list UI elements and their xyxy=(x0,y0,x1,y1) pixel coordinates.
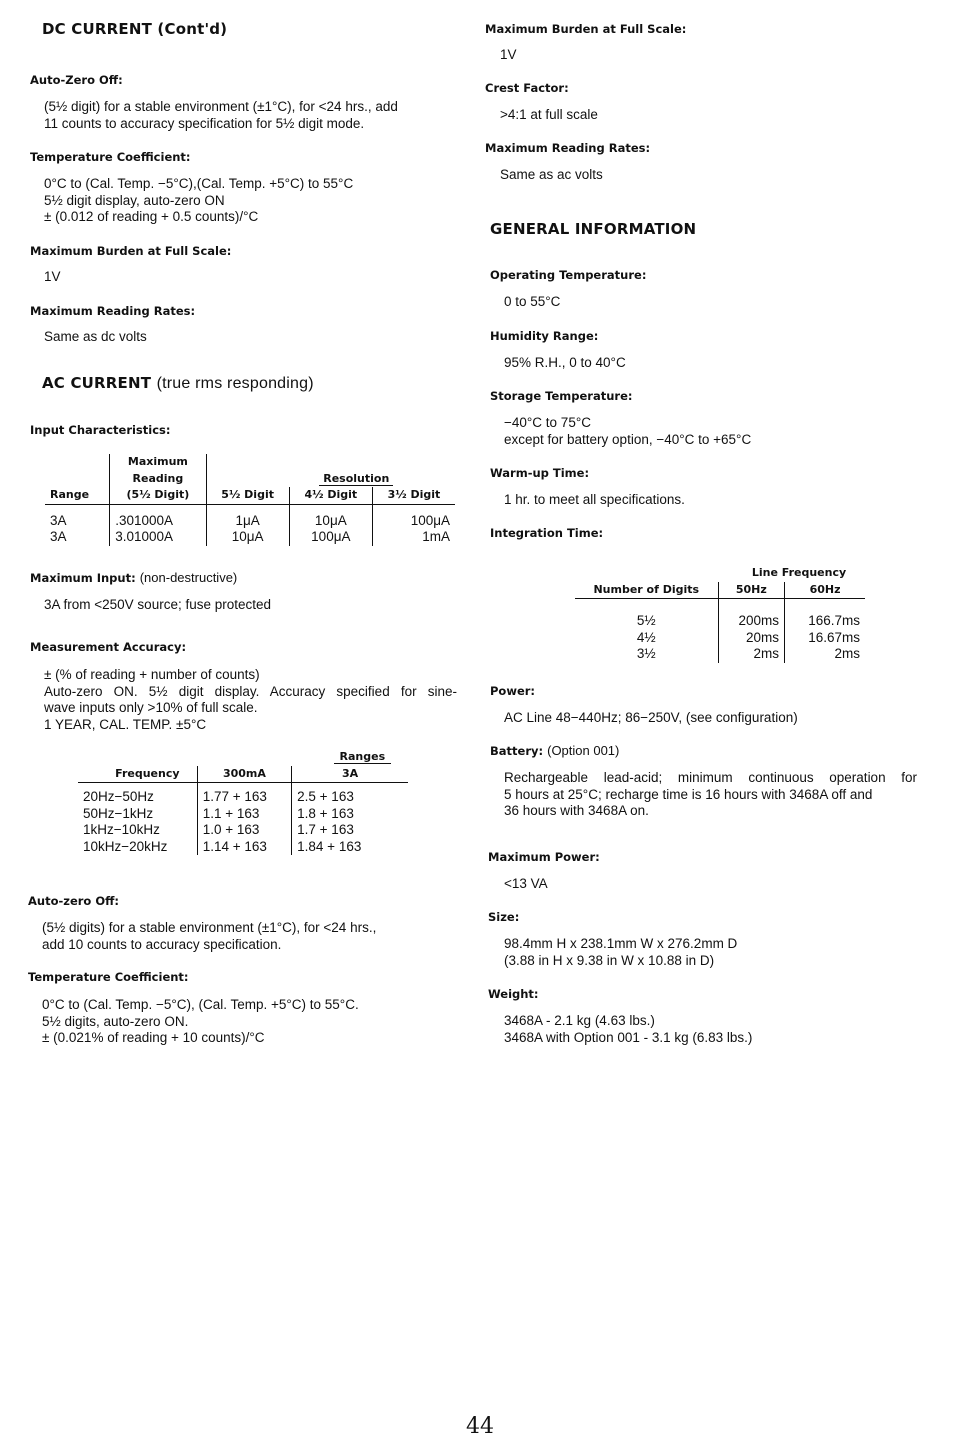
cell: 1.14 + 163 xyxy=(197,839,291,856)
tempco-line: ± (0.012 of reading + 0.5 counts)/°C xyxy=(44,209,259,224)
general-info-heading: GENERAL INFORMATION xyxy=(490,220,697,238)
table-row xyxy=(45,529,455,546)
size-text xyxy=(504,936,737,969)
input-characteristics-label: Input Characteristics: xyxy=(30,423,171,437)
battery-text xyxy=(504,770,917,820)
tempco2-line: 5½ digits, auto-zero ON. xyxy=(42,1013,189,1029)
autozero-line: (5½ digit) for a stable environment (±1°C), for <24 hrs., add xyxy=(44,99,398,114)
th-ranges: Ranges xyxy=(334,750,392,764)
humidity-label: Humidity Range: xyxy=(490,329,599,343)
th-45: 4½ Digit xyxy=(289,487,372,504)
cell: 10kHz−20kHz xyxy=(78,839,197,856)
crest-label: Crest Factor: xyxy=(485,81,569,95)
input-characteristics-table xyxy=(45,454,455,546)
storage-line: −40°C to 75°C xyxy=(504,415,591,430)
battery-line: 36 hours with 3468A on. xyxy=(504,803,649,818)
battery-label xyxy=(490,743,619,758)
cell: 3½ xyxy=(575,646,718,663)
battery-line: Rechargeable lead-acid; minimum continuous operation for xyxy=(504,770,917,785)
ac-current-title: AC CURRENT xyxy=(42,374,152,392)
table-row xyxy=(575,630,865,647)
tempco-text xyxy=(44,176,353,226)
cell: 100μA xyxy=(410,512,450,528)
cell: 3A xyxy=(45,513,110,530)
tempco2-line: 0°C to (Cal. Temp. −5°C), (Cal. Temp. +5°C) to 55°C. xyxy=(42,997,359,1012)
max-input-note: (non-destructive) xyxy=(139,570,238,585)
weight-line: 3468A - 2.1 kg (4.63 lbs.) xyxy=(504,1013,655,1028)
th-60hz: 60Hz xyxy=(809,582,841,596)
burden-label: Maximum Burden at Full Scale: xyxy=(30,244,232,258)
cell: 5½ xyxy=(575,613,718,630)
th-max-1: Maximum xyxy=(110,454,206,471)
accuracy-text xyxy=(44,667,457,733)
ac-current-subtitle: (true rms responding) xyxy=(156,375,314,392)
table-row xyxy=(78,822,408,839)
size-line: 98.4mm H x 238.1mm W x 276.2mm D xyxy=(504,936,738,951)
table-row xyxy=(78,806,408,823)
th-50hz: 50Hz xyxy=(718,582,785,599)
tempco-line: 0°C to (Cal. Temp. −5°C),(Cal. Temp. +5°C) to 55°C xyxy=(44,176,354,191)
cell: 2ms xyxy=(834,646,860,661)
humidity-value: 95% R.H., 0 to 40°C xyxy=(504,355,626,370)
accuracy-line: wave inputs only >10% of full scale. xyxy=(44,700,258,715)
cell: 2.5 + 163 xyxy=(297,789,354,804)
weight-text xyxy=(504,1013,752,1046)
autozero-off-label: Auto-zero Off: xyxy=(28,894,120,908)
tempco-line: 5½ digit display, auto-zero ON xyxy=(44,192,225,208)
cell: 1.84 + 163 xyxy=(297,838,362,854)
ac-rates-value: Same as ac volts xyxy=(500,167,603,182)
dc-current-heading: DC CURRENT (Cont'd) xyxy=(42,20,228,38)
cell: 1μA xyxy=(206,513,289,530)
th-range: Range xyxy=(45,487,110,504)
burden-value: 1V xyxy=(44,269,61,284)
op-temp-label: Operating Temperature: xyxy=(490,268,647,282)
cell: 1.1 + 163 xyxy=(197,806,291,823)
battery-title: Battery: xyxy=(490,744,544,758)
cell: 2ms xyxy=(718,646,785,663)
cell: 20Hz−50Hz xyxy=(78,789,197,806)
cell: 16.67ms xyxy=(808,629,860,645)
autozero-off-line: (5½ digits) for a stable environment (±1°C), for <24 hrs., xyxy=(42,920,377,935)
th-digits: Number of Digits xyxy=(575,582,718,599)
autozero-off-text xyxy=(42,920,376,953)
table-row xyxy=(45,513,455,530)
th-resolution: Resolution xyxy=(319,472,393,486)
cell: 100μA xyxy=(289,529,372,546)
size-line: (3.88 in H x 9.38 in W x 10.88 in D) xyxy=(504,952,715,968)
ac-burden-label: Maximum Burden at Full Scale: xyxy=(485,22,687,36)
crest-value: >4:1 at full scale xyxy=(500,107,598,122)
cell: 1.8 + 163 xyxy=(297,805,354,821)
power-value: AC Line 48−440Hz; 86−250V, (see configuration) xyxy=(504,710,798,725)
table-row xyxy=(575,646,865,663)
accuracy-label: Measurement Accuracy: xyxy=(30,640,187,654)
storage-temp-label: Storage Temperature: xyxy=(490,389,633,403)
integration-label: Integration Time: xyxy=(490,526,604,540)
cell: 1.77 + 163 xyxy=(197,789,291,806)
cell: .301000A xyxy=(110,513,206,530)
tempco2-line: ± (0.021% of reading + 10 counts)/°C xyxy=(42,1030,265,1045)
op-temp-value: 0 to 55°C xyxy=(504,294,561,309)
cell: 3.01000A xyxy=(110,529,206,546)
cell: 3A xyxy=(45,529,110,546)
battery-line: 5 hours at 25°C; recharge time is 16 hours with 3468A off and xyxy=(504,786,873,802)
accuracy-line: 1 YEAR, CAL. TEMP. ±5°C xyxy=(44,716,207,732)
cell: 4½ xyxy=(575,630,718,647)
weight-label: Weight: xyxy=(488,987,539,1001)
cell: 20ms xyxy=(718,630,785,647)
storage-temp-text xyxy=(504,415,751,448)
autozero-line: 11 counts to accuracy specification for 5½ digit mode. xyxy=(44,115,365,131)
cell: 1.7 + 163 xyxy=(297,822,354,837)
cell: 1mA xyxy=(422,529,450,544)
th-line-frequency: Line Frequency xyxy=(751,566,847,579)
warmup-value: 1 hr. to meet all specifications. xyxy=(504,492,685,507)
warmup-label: Warm-up Time: xyxy=(490,466,590,480)
page-number: 44 xyxy=(466,1414,494,1439)
ac-current-heading xyxy=(42,374,314,393)
tempco2-label: Temperature Coefficient: xyxy=(28,970,189,984)
cell: 1.0 + 163 xyxy=(197,822,291,839)
cell: 1kHz−10kHz xyxy=(78,822,197,839)
max-input-title: Maximum Input: xyxy=(30,571,136,585)
ac-rates-label: Maximum Reading Rates: xyxy=(485,141,651,155)
cell: 50Hz−1kHz xyxy=(78,806,197,823)
tempco-label: Temperature Coefficient: xyxy=(30,150,191,164)
accuracy-line: ± (% of reading + number of counts) xyxy=(44,667,260,682)
rates-value: Same as dc volts xyxy=(44,329,147,344)
cell: 166.7ms xyxy=(808,613,860,628)
rates-label: Maximum Reading Rates: xyxy=(30,304,196,318)
ac-burden-value: 1V xyxy=(500,47,517,62)
autozero-text xyxy=(44,99,398,132)
size-label: Size: xyxy=(488,910,520,924)
battery-note: (Option 001) xyxy=(547,743,620,758)
max-power-label: Maximum Power: xyxy=(488,850,600,864)
power-label: Power: xyxy=(490,684,536,698)
th-max-2: Reading xyxy=(110,471,206,488)
max-input-label xyxy=(30,570,237,585)
th-max-3: (5½ Digit) xyxy=(110,487,206,504)
accuracy-line: Auto-zero ON. 5½ digit display. Accuracy specified for sine- xyxy=(44,683,457,699)
max-input-value: 3A from <250V source; fuse protected xyxy=(44,597,272,612)
table-row xyxy=(78,839,408,856)
accuracy-ranges-table xyxy=(78,749,408,855)
tempco2-text xyxy=(42,997,359,1047)
cell: 200ms xyxy=(718,613,785,630)
th-3a: 3A xyxy=(341,766,359,780)
th-frequency: Frequency xyxy=(78,766,197,783)
table-row xyxy=(78,789,408,806)
weight-line: 3468A with Option 001 - 3.1 kg (6.83 lbs.) xyxy=(504,1029,753,1045)
cell: 10μA xyxy=(289,513,372,530)
autozero-off-line: add 10 counts to accuracy specification. xyxy=(42,936,282,952)
th-55: 5½ Digit xyxy=(206,487,289,504)
th-300ma: 300mA xyxy=(197,766,291,783)
autozero-label: Auto-Zero Off: xyxy=(30,73,123,87)
cell: 10μA xyxy=(206,529,289,546)
th-35: 3½ Digit xyxy=(387,488,441,501)
max-power-value: <13 VA xyxy=(504,876,548,891)
integration-table xyxy=(575,565,865,663)
table-row xyxy=(575,613,865,630)
storage-line: except for battery option, −40°C to +65°C xyxy=(504,431,752,447)
